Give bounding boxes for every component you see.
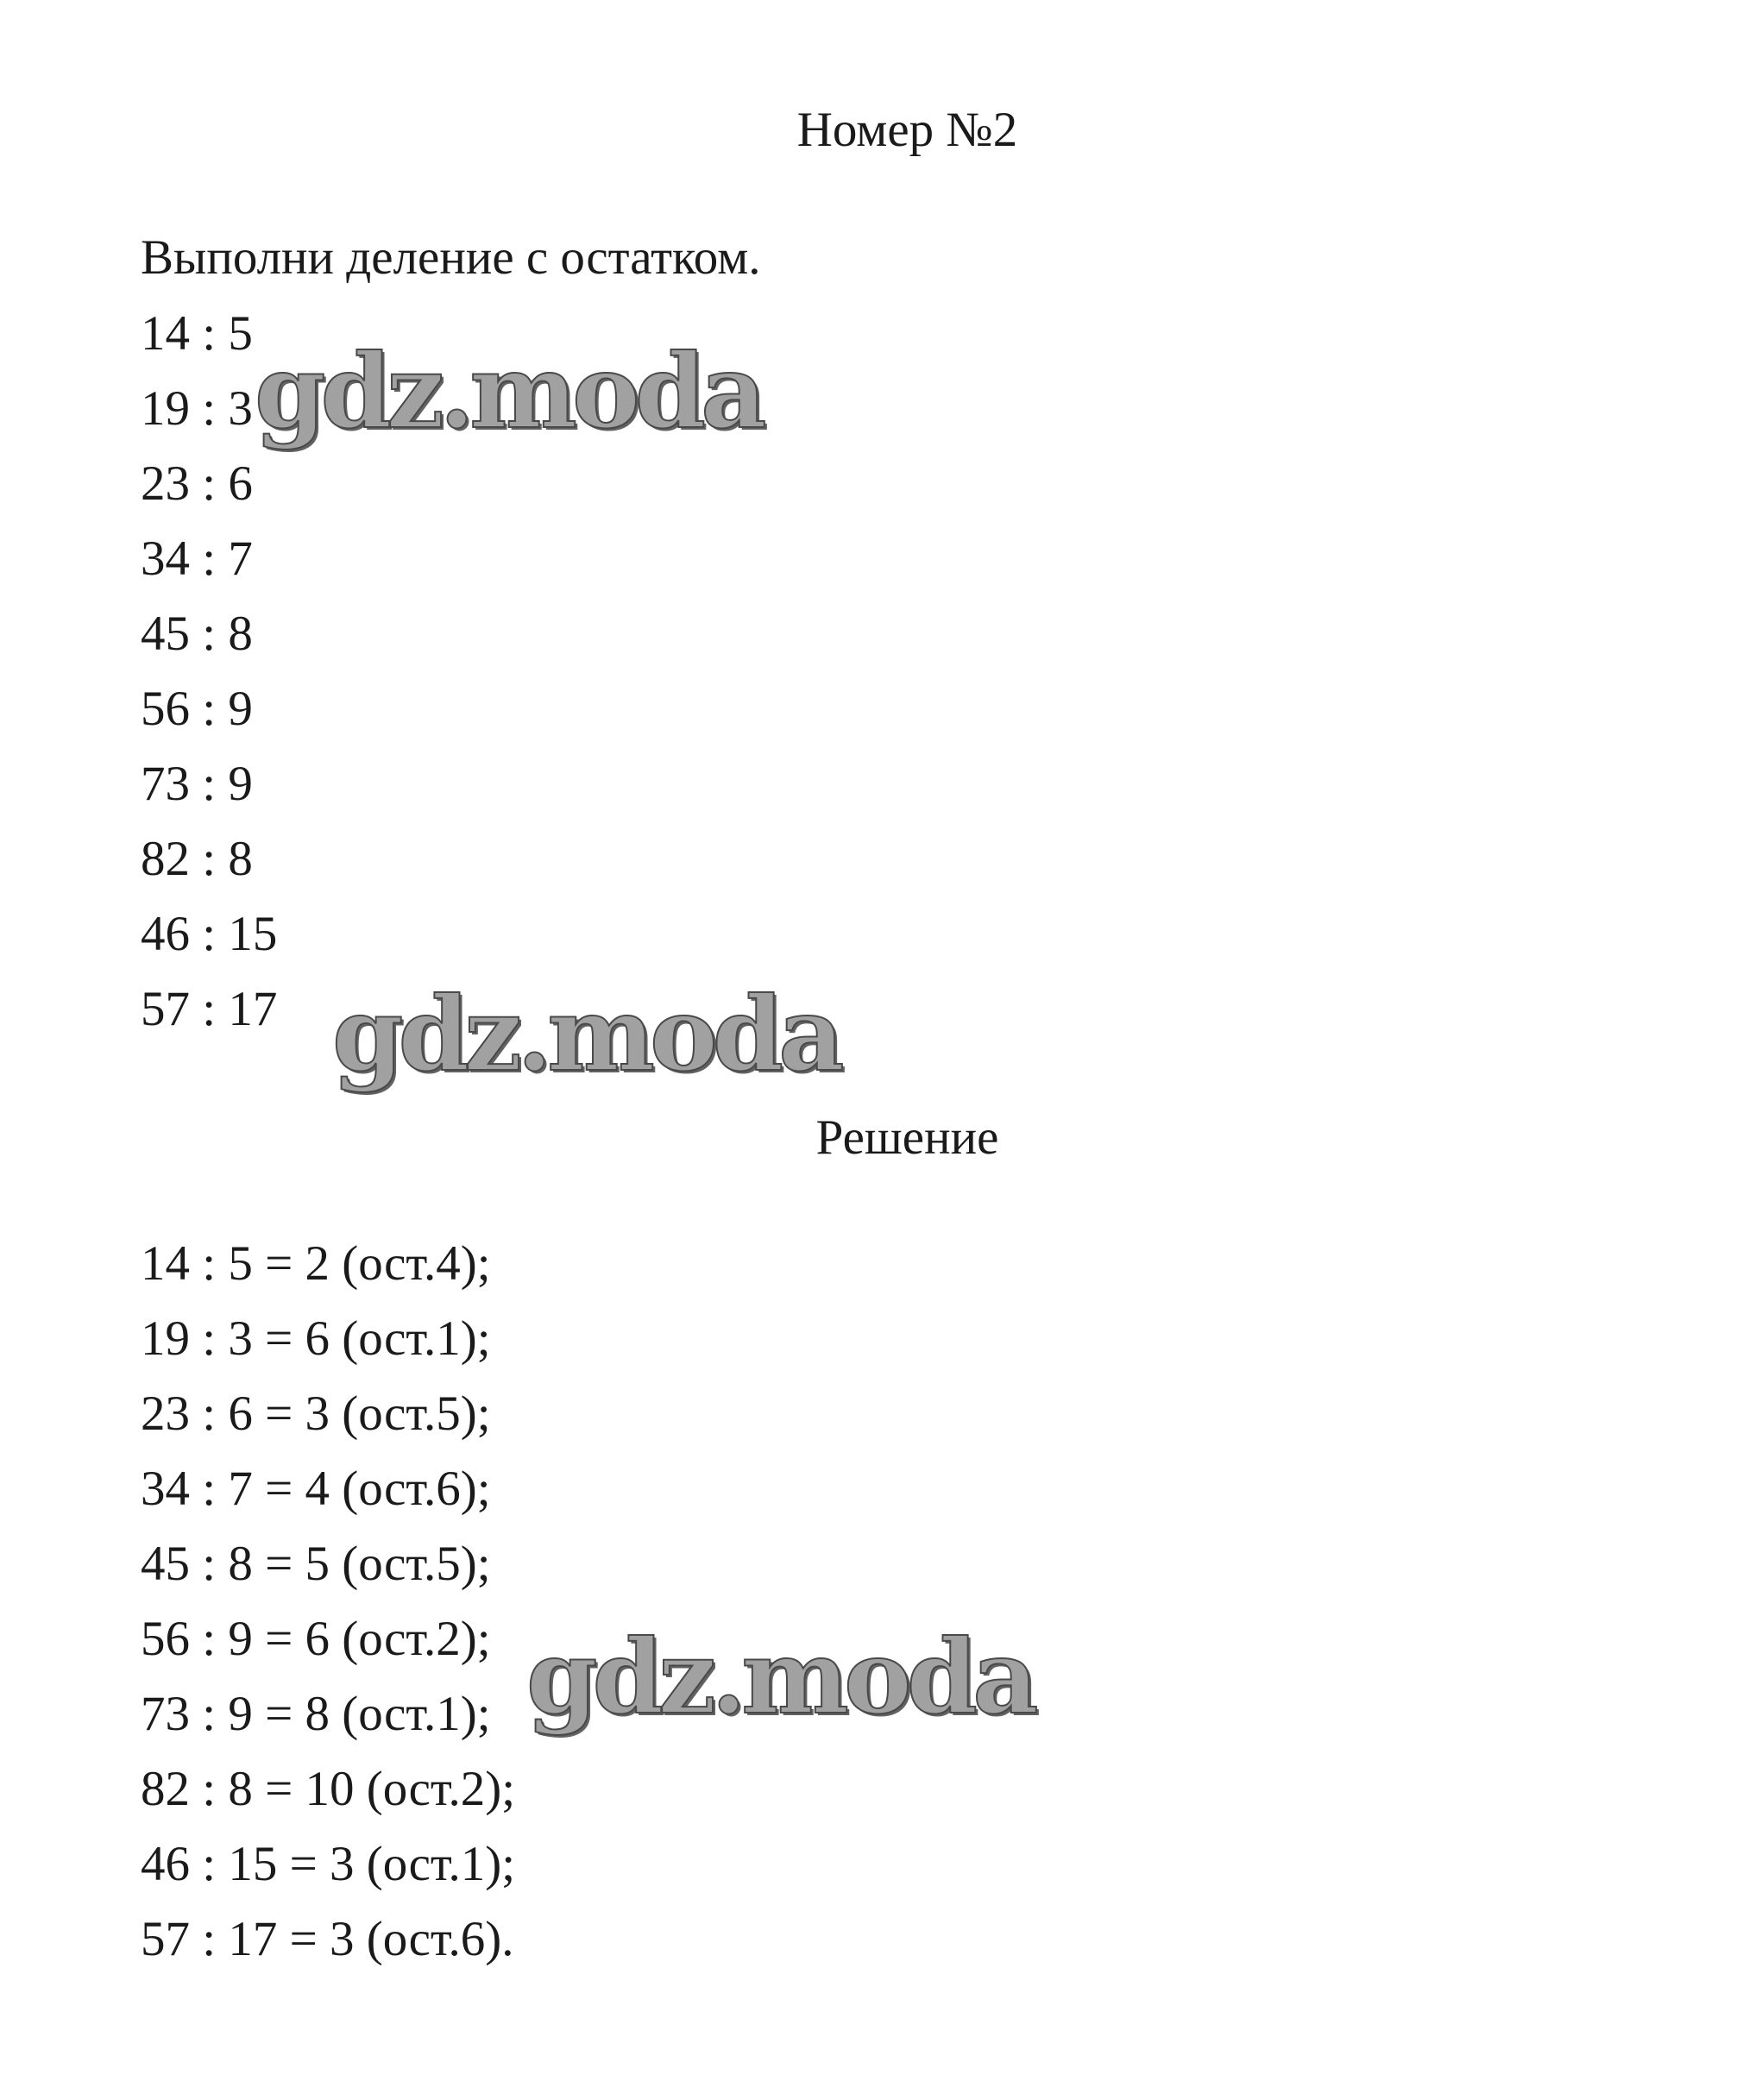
task-instruction: Выполни деление с остатком. <box>141 230 761 285</box>
solution-item: 56 : 9 = 6 (ост.2); <box>141 1612 491 1666</box>
solution-item: 34 : 7 = 4 (ост.6); <box>141 1462 491 1516</box>
problem-item: 46 : 15 <box>141 907 278 961</box>
problem-item: 19 : 3 <box>141 381 253 436</box>
solution-item: 14 : 5 = 2 (ост.4); <box>141 1236 491 1291</box>
problem-item: 45 : 8 <box>141 607 253 661</box>
problem-item: 82 : 8 <box>141 832 253 886</box>
watermark: gdz.moda <box>526 1617 1034 1737</box>
solution-item: 46 : 15 = 3 (ост.1); <box>141 1837 516 1891</box>
solution-item: 45 : 8 = 5 (ост.5); <box>141 1537 491 1591</box>
solution-item: 73 : 9 = 8 (ост.1); <box>141 1687 491 1741</box>
watermark: gdz.moda <box>332 974 840 1094</box>
solution-heading: Решение <box>815 1110 999 1165</box>
problem-item: 23 : 6 <box>141 456 253 511</box>
watermark: gdz.moda <box>255 331 762 451</box>
problem-item: 14 : 5 <box>141 306 253 361</box>
problem-item: 73 : 9 <box>141 757 253 811</box>
page-title: Номер №2 <box>796 103 1018 157</box>
solution-item: 57 : 17 = 3 (ост.6). <box>141 1912 514 1966</box>
problem-item: 34 : 7 <box>141 531 253 586</box>
solution-item: 82 : 8 = 10 (ост.2); <box>141 1762 516 1816</box>
solution-item: 19 : 3 = 6 (ост.1); <box>141 1311 491 1366</box>
problem-item: 56 : 9 <box>141 682 253 736</box>
solution-item: 23 : 6 = 3 (ост.5); <box>141 1386 491 1441</box>
problem-item: 57 : 17 <box>141 982 278 1036</box>
